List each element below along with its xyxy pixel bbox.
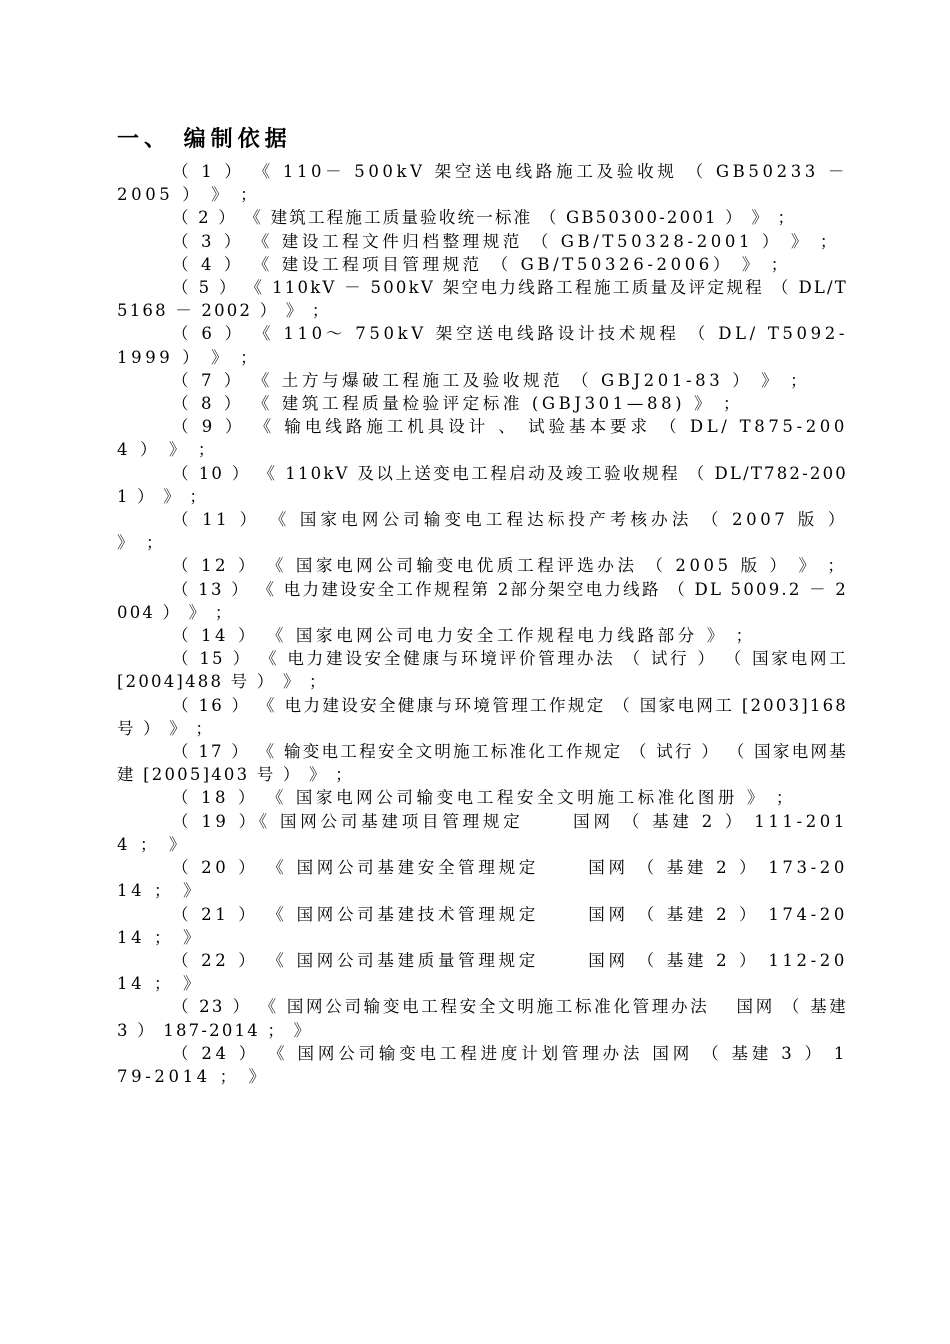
reference-item-20: （ 20 ） 《 国网公司基建安全管理规定 国网 （ 基建 2 ） 173-2014 ； 》 xyxy=(117,858,848,901)
reference-item-21: （ 21 ） 《 国网公司基建技术管理规定 国网 （ 基建 2 ） 174-2014 ； 》 xyxy=(117,904,848,947)
reference-item-14: （ 14 ） 《 国家电网公司电力安全工作规程电力线路部分 》 ； xyxy=(172,626,756,646)
reference-item-5: （ 5 ） 《 110kV － 500kV 架空电力线路工程施工质量及评定规程 （ DL/T5168 － 2002 ） 》 ； xyxy=(117,278,848,321)
reference-item-6: （ 6 ） 《 110～ 750kV 架空送电线路设计技术规程 （ DL/ T5092-1999 ） 》 ； xyxy=(117,324,848,367)
reference-item-19: （ 19 ）《 国网公司基建项目管理规定 国网 （ 基建 2 ） 111-2014 ； 》 xyxy=(117,811,848,854)
reference-item-24: （ 24 ） 《 国网公司输变电工程进度计划管理办法 国网 （ 基建 3 ） 179-2014 ； 》 xyxy=(117,1043,848,1086)
reference-item-3: （ 3 ） 《 建设工程文件归档整理规范 （ GB/T50328-2001 ） 》 ； xyxy=(172,231,840,251)
reference-item-23: （ 23 ） 《 国网公司输变电工程安全文明施工标准化管理办法 国网 （ 基建 3 ） 187-2014 ； 》 xyxy=(117,997,848,1040)
reference-item-10: （ 10 ） 《 110kV 及以上送变电工程启动及竣工验收规程 （ DL/T782-2001 ） 》 ； xyxy=(117,463,848,506)
reference-item-15: （ 15 ） 《 电力建设安全健康与环境评价管理办法 （ 试行 ） （ 国家电网工 [2004]488 号 ） 》 ； xyxy=(117,649,848,692)
reference-item-13: （ 13 ） 《 电力建设安全工作规程第 2部分架空电力线路 （ DL 5009.2 － 2004 ） 》 ； xyxy=(117,579,848,622)
reference-item-12: （ 12 ） 《 国家电网公司输变电优质工程评选办法 （ 2005 版 ） 》 ； xyxy=(172,556,848,576)
reference-list xyxy=(117,160,848,1088)
reference-item-16: （ 16 ） 《 电力建设安全健康与环境管理工作规定 （ 国家电网工 [2003]168 号 ） 》 ； xyxy=(117,695,848,738)
reference-item-2: （ 2 ） 《 建筑工程施工质量验收统一标准 （ GB50300-2001 ） 》 ； xyxy=(172,208,797,228)
reference-item-18: （ 18 ） 《 国家电网公司输变电工程安全文明施工标准化图册 》 ； xyxy=(172,788,796,808)
reference-item-22: （ 22 ） 《 国网公司基建质量管理规定 国网 （ 基建 2 ） 112-2014 ； 》 xyxy=(117,950,848,994)
section-title: 一、 编制依据 xyxy=(117,127,292,152)
reference-item-1: （ 1 ） 《 110－ 500kV 架空送电线路施工及验收规 （ GB50233 － 2005 ） 》 ； xyxy=(117,162,848,205)
reference-item-17: （ 17 ） 《 输变电工程安全文明施工标准化工作规定 （ 试行 ） （ 国家电网基建 [2005]403 号 ） 》 ； xyxy=(117,742,848,785)
reference-item-8: （ 8 ） 《 建筑工程质量检验评定标准 (GBJ301—88) 》 ； xyxy=(172,394,744,414)
reference-item-4: （ 4 ） 《 建设工程项目管理规范 （ GB/T50326-2006） 》 ； xyxy=(172,254,791,274)
reference-item-11: （ 11 ） 《 国家电网公司输变电工程达标投产考核办法 （ 2007 版 ） 》 ； xyxy=(117,510,848,553)
reference-item-9: （ 9 ） 《 输电线路施工机具设计 、 试验基本要求 （ DL/ T875-2004 ） 》 ； xyxy=(117,417,848,460)
reference-item-7: （ 7 ） 《 土方与爆破工程施工及验收规范 （ GBJ201-83 ） 》 ； xyxy=(172,370,811,390)
